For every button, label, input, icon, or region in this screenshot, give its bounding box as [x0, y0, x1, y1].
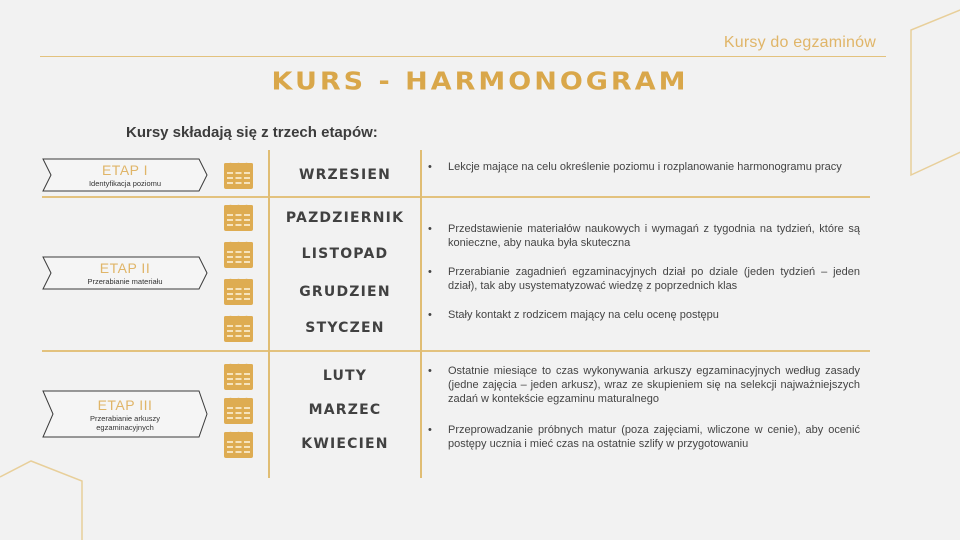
month-luty: LUTY [322, 368, 368, 384]
header-divider [40, 56, 886, 57]
list-item: • Przeprowadzanie próbnych matur (poza zajęciami, wliczone w cenie), aby ocenić postępy ucznia i mieć czas na ostatnie szlify w przygotowaniu [428, 424, 860, 450]
page-title: KURS - HARMONOGRAM [271, 67, 689, 96]
list-item: • Stały kontakt z rodzicem mający na celu ocenę postępu [428, 309, 719, 321]
list-item: • Lekcje mające na celu określenie poziomu i rozplanowanie harmonogramu pracy [428, 161, 842, 173]
list-item: • Przedstawienie materiałów naukowych i wymagań z tygodnia na tydzień, które są konieczne, aby nauka była skuteczna [428, 223, 860, 249]
calendar-icon [223, 202, 254, 232]
stage-2-name: ETAP II [99, 260, 151, 276]
month-marzec: MARZEC [308, 402, 382, 418]
stage-3-name: ETAP III [97, 396, 153, 413]
calendar-icon [223, 239, 254, 269]
bullet-icon: • [428, 266, 432, 278]
header-label: Kursy do egzaminów [723, 34, 876, 51]
bullet-icon: • [428, 161, 432, 173]
bullet-icon: • [428, 365, 432, 377]
column-divider-1 [268, 150, 270, 478]
stage-3-description: Przerabianie arkuszy egzaminacyjnych [89, 413, 161, 432]
list-item: • Ostatnie miesiące to czas wykonywania arkuszy egzaminacyjnych według zasady (jedne zajęcia – jeden arkusz), wraz ze skupieniem się na selekcji najważniejszych zadań w kontekście egzaminu maturalnego [428, 365, 860, 405]
stage-2-description: Przerabianie materiału [87, 277, 163, 286]
bullet-icon: • [428, 309, 432, 321]
decorative-hexagon-bottom-left [0, 455, 90, 540]
month-kwiecien: KWIECIEN [301, 436, 389, 452]
stage-1-description: Identyfikacja poziomu [88, 179, 162, 188]
month-wrzesien: WRZESIEN [298, 167, 392, 183]
month-pazdziernik: PAZDZIERNIK [285, 210, 405, 226]
calendar-icon [223, 276, 254, 306]
bullet-icon: • [428, 223, 432, 235]
calendar-icon [223, 160, 254, 190]
calendar-icon [223, 313, 254, 343]
column-divider-2 [420, 150, 422, 478]
month-listopad: LISTOPAD [301, 246, 389, 262]
calendar-icon [223, 361, 254, 391]
stage-1-label [42, 158, 208, 192]
row-divider-2 [42, 350, 870, 352]
stage-1-name: ETAP I [101, 162, 149, 178]
row-divider-1 [42, 196, 870, 198]
subtitle: Kursy składają się z trzech etapów: [126, 124, 378, 141]
calendar-icon [223, 429, 254, 459]
list-item: • Przerabianie zagadnień egzaminacyjnych dział po dziale (jeden tydzień – jeden dział), tak aby usystematyzować wiedzę z poprzednich klas [428, 266, 860, 292]
bullet-icon: • [428, 424, 432, 436]
calendar-icon [223, 395, 254, 425]
stage-3-label [42, 390, 208, 438]
month-grudzien: GRUDZIEN [299, 284, 391, 300]
month-styczen: STYCZEN [305, 320, 385, 336]
stage-2-label [42, 256, 208, 290]
